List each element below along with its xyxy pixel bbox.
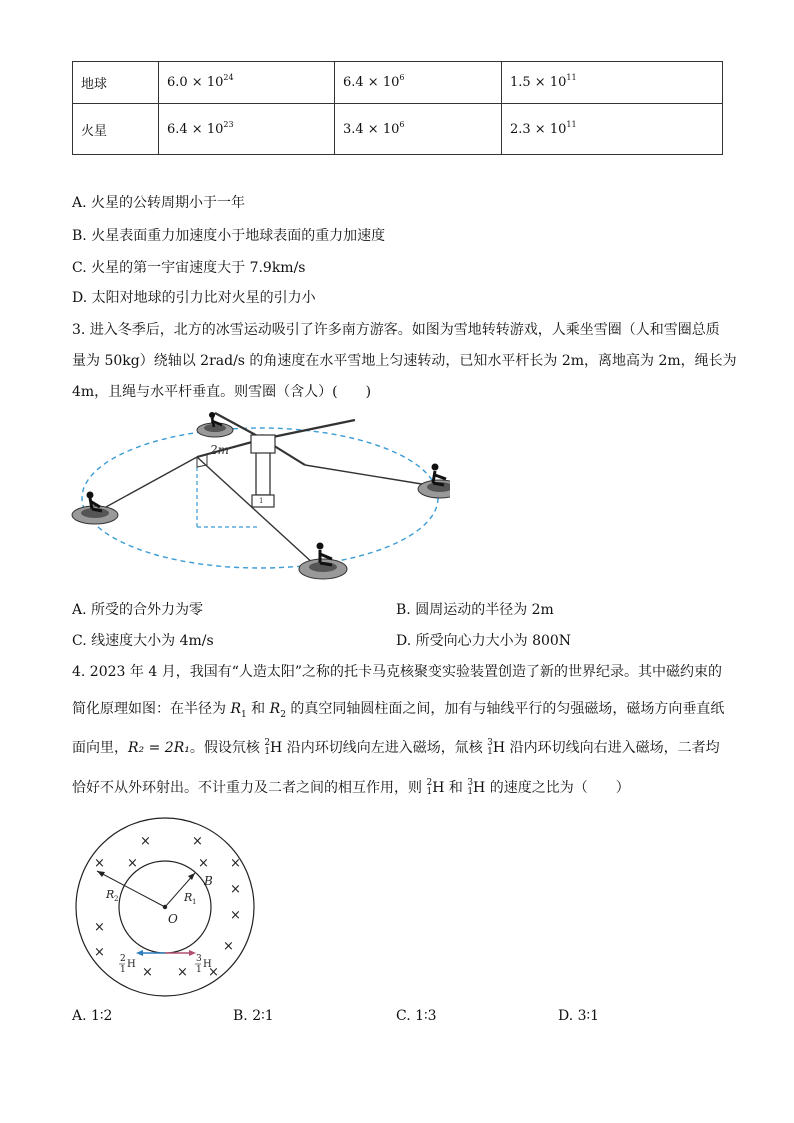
table-row	[73, 62, 723, 104]
svg-text:1: 1	[259, 497, 264, 505]
table-cell: 地球	[73, 62, 159, 104]
snow-ring-rider	[418, 464, 450, 499]
q3-stem-line3: 4m，且绳与水平杆垂直。则雪圈（含人）( )	[72, 384, 372, 400]
label-r1: R	[184, 891, 193, 904]
snow-ride-figure	[70, 405, 450, 583]
magnetic-confinement-figure	[70, 815, 260, 1005]
rope	[305, 465, 440, 487]
svg-text:1: 1	[192, 898, 197, 906]
q4-stem-line4: 恰好不从外环射出。不计重力及二者之间的相互作用，则 2 1H 和 3 1H 的速度之比为（ ）	[72, 778, 630, 797]
table-row	[73, 104, 723, 155]
label-b: B	[204, 874, 213, 888]
svg-text:×: ×	[127, 856, 138, 871]
svg-text:×: ×	[223, 939, 234, 954]
svg-text:×: ×	[94, 920, 105, 935]
snow-ring-rider	[299, 543, 347, 580]
snow-ring-rider	[72, 492, 118, 525]
q4-option-c: C. 1∶3	[396, 1008, 437, 1024]
svg-text:×: ×	[198, 856, 209, 871]
table-cell: $6.4 \times 10^{23}$	[159, 104, 335, 155]
svg-text:2: 2	[114, 895, 119, 903]
q4-stem-line1: 4. 2023 年 4 月，我国有“人造太阳”之称的托卡马克核聚变实验装置创造了新的世界纪录。其中磁约束的	[72, 664, 723, 680]
svg-text:2: 2	[120, 954, 126, 964]
label-o: O	[168, 912, 178, 926]
svg-text:×: ×	[140, 834, 151, 849]
q3-option-c: C. 线速度大小为 4m/s	[72, 633, 214, 649]
table-cell: $2.3 \times 10^{11}$	[502, 104, 723, 155]
q4-option-b: B. 2∶1	[233, 1008, 274, 1024]
q2-option-a: A. 火星的公转周期小于一年	[72, 195, 246, 211]
radius-equation: R₂ = 2R₁	[128, 740, 190, 756]
svg-text:×: ×	[230, 882, 241, 897]
q2-option-b: B. 火星表面重力加速度小于地球表面的重力加速度	[72, 228, 386, 244]
q4-option-a: A. 1∶2	[72, 1008, 113, 1024]
svg-text:×: ×	[192, 834, 203, 849]
q3-option-b: B. 圆周运动的半径为 2m	[396, 602, 554, 618]
rope	[95, 457, 197, 513]
svg-text:×: ×	[230, 856, 241, 871]
field-cross-marks	[94, 834, 241, 980]
deuteron-label	[119, 954, 136, 975]
svg-text:×: ×	[142, 965, 153, 980]
svg-text:×: ×	[208, 965, 219, 980]
snow-ring-rider	[197, 412, 233, 437]
q4-stem-line2: 简化原理如图：在半径为 $R_1$ 和 $R_2$ 的真空同轴圆柱面之间，加有与轴线平行的匀强磁场，磁场方向垂直纸	[72, 701, 725, 720]
svg-text:1: 1	[120, 965, 126, 975]
table-cell: 火星	[73, 104, 159, 155]
label-r2: R	[106, 888, 115, 901]
axis-hub	[251, 435, 275, 453]
table-cell: $6.4 \times 10^6$	[335, 62, 502, 104]
q3-stem-line1: 3. 进入冬季后，北方的冰雪运动吸引了许多南方游客。如图为雪地转转游戏，人乘坐雪圈（人和雪圈总质	[72, 322, 720, 338]
q4-option-d: D. 3∶1	[558, 1008, 600, 1024]
deuteron-symbol: 2 1	[264, 738, 271, 757]
table-cell: $1.5 \times 10^{11}$	[502, 62, 723, 104]
radius-arrowhead	[188, 873, 195, 880]
q3-stem-line2: 量为 50kg）绕轴以 2rad/s 的角速度在水平雪地上匀速转动，已知水平杆长为 2m，离地高为 2m，绳长为	[72, 353, 737, 369]
table-cell: $6.0 \times 10^{24}$	[159, 62, 335, 104]
triton-symbol: 3 1	[487, 738, 493, 757]
q2-option-d: D. 太阳对地球的引力比对火星的引力小	[72, 290, 316, 306]
planet-data-table	[72, 61, 723, 155]
svg-text:×: ×	[177, 965, 188, 980]
table-cell: $3.4 \times 10^6$	[335, 104, 502, 155]
svg-text:H: H	[203, 959, 212, 970]
radius-arrowhead	[97, 871, 105, 877]
svg-text:3: 3	[196, 954, 202, 964]
q3-option-a: A. 所受的合外力为零	[72, 602, 204, 618]
svg-text:×: ×	[230, 908, 241, 923]
q4-stem-line3: 面向里，R₂ = 2R₁。假设氘核 2 1H 沿内环切线向左进入磁场，氚核 3 1H 沿内环切线向右进入磁场，二者均	[72, 738, 720, 757]
svg-text:×: ×	[94, 856, 105, 871]
svg-text:H: H	[127, 959, 136, 970]
q3-option-d: D. 所受向心力大小为 800N	[396, 633, 572, 649]
svg-text:×: ×	[94, 945, 105, 960]
rod-length-label: 2m	[210, 443, 230, 457]
svg-text:1: 1	[196, 965, 202, 975]
q2-option-c: C. 火星的第一宇宙速度大于 7.9km/s	[72, 260, 306, 276]
